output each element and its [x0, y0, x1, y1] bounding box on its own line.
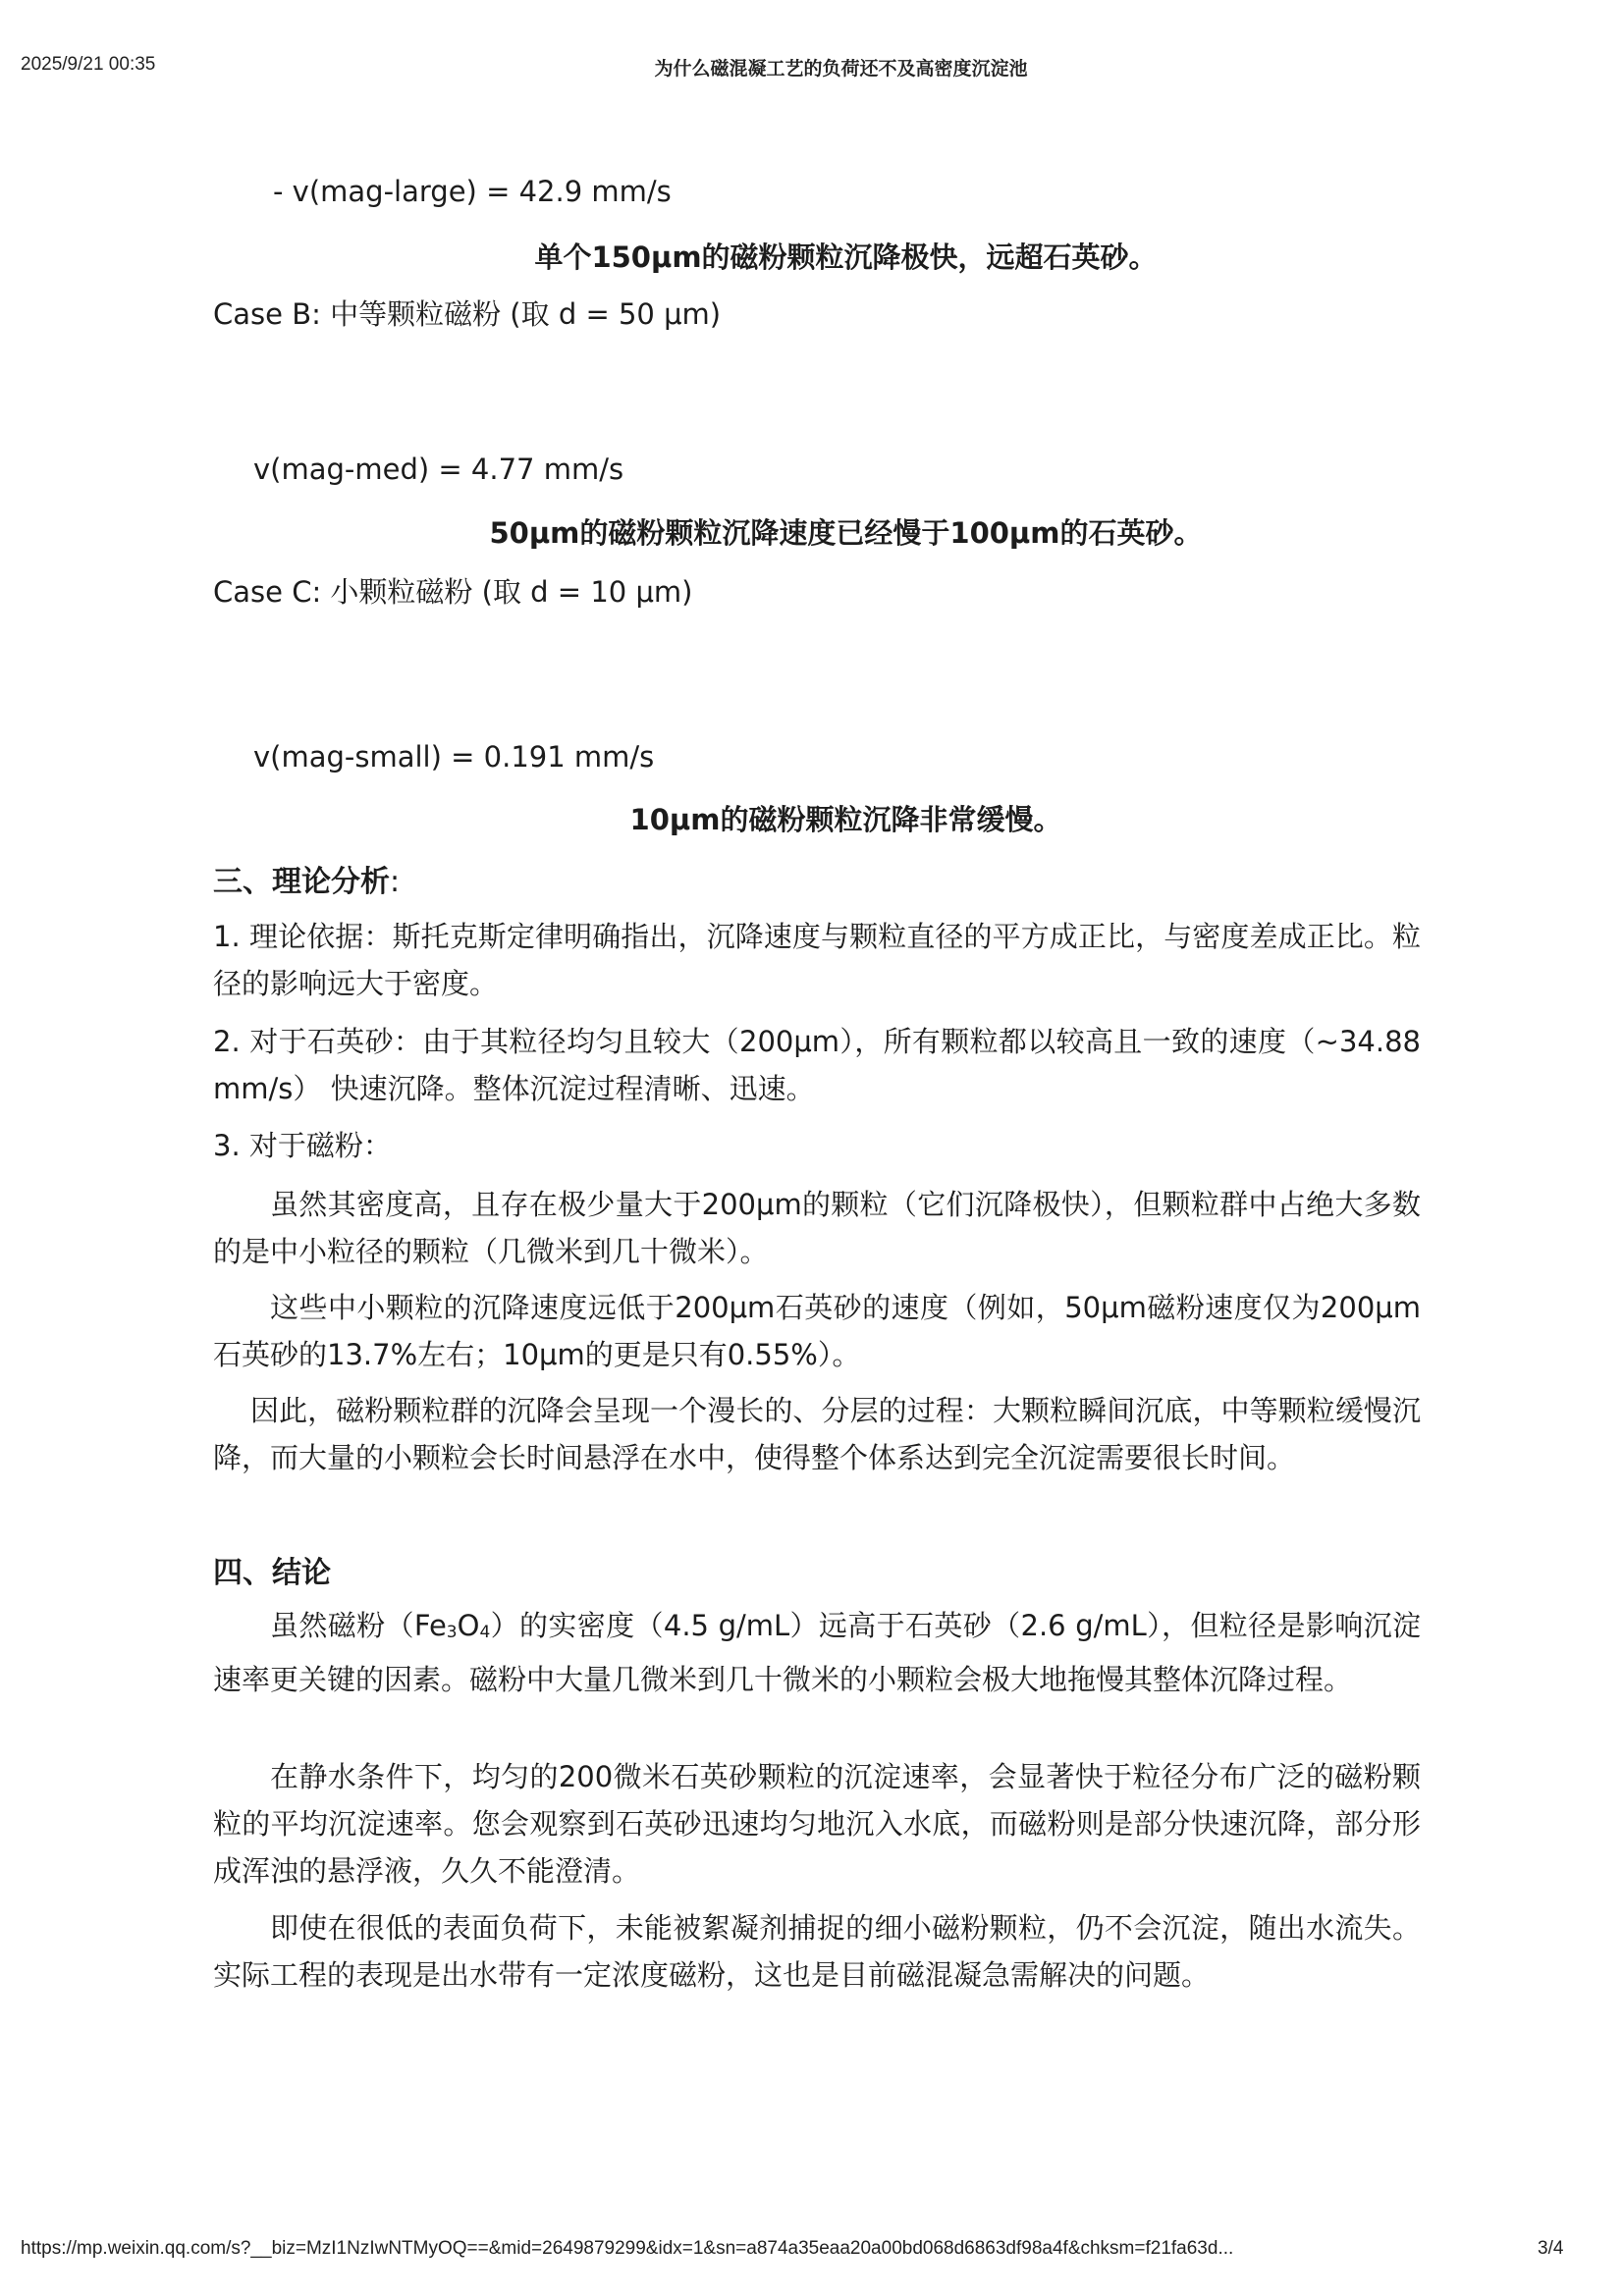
conclusion-para-1: [213, 1602, 1421, 1703]
page-number: 3/4: [1538, 2238, 1564, 2259]
analysis-item-3-para-3: 因此，磁粉颗粒群的沉降会呈现一个漫长的、分层的过程：大颗粒瞬间沉底，中等颗粒缓慢沉降，而大量的小颗粒会长时间悬浮在水中，使得整个体系达到完全沉淀需要很长时间。: [213, 1394, 1421, 1474]
analysis-item-1: 1. 理论依据：斯托克斯定律明确指出，沉降速度与颗粒直径的平方成正比，与密度差成正比。粒径的影响远大于密度。: [213, 920, 1421, 1000]
analysis-item-3-para-1: 虽然其密度高，且存在极少量大于200μm的颗粒（它们沉降极快），但颗粒群中占绝大多数的是中小粒径的颗粒（几微米到几十微米）。: [213, 1188, 1421, 1268]
formula-v-mag-small: v(mag-small) = 0.191 mm/s: [253, 740, 655, 774]
conclusion-text: O: [457, 1609, 480, 1642]
conclusion-text: 虽然磁粉（Fe: [270, 1609, 447, 1642]
section-3-colon: :: [390, 865, 401, 899]
note-small-particle: 10μm的磁粉颗粒沉降非常缓慢。: [629, 803, 1062, 836]
formula-v-mag-med: v(mag-med) = 4.77 mm/s: [253, 453, 624, 486]
subscript-3: 3: [446, 1623, 458, 1642]
section-4-heading: 四、结论: [213, 1556, 331, 1590]
subscript-4: 4: [479, 1623, 491, 1642]
analysis-item-3-para-2: 这些中小颗粒的沉降速度远低于200μm石英砂的速度（例如，50μm磁粉速度仅为200μm石英砂的13.7%左右；10μm的更是只有0.55%）。: [213, 1291, 1421, 1371]
source-url: https://mp.weixin.qq.com/s?__biz=MzI1NzIwNTMyOQ==&mid=2649879299&idx=1&sn=a874a35eaa20a00bd068d6863df98a4f&chksm=f21fa63d...: [21, 2238, 1234, 2259]
note-medium-particle: 50μm的磁粉颗粒沉降速度已经慢于100μm的石英砂。: [489, 516, 1203, 550]
print-datetime: 2025/9/21 00:35: [21, 54, 156, 75]
formula-v-mag-large: - v(mag-large) = 42.9 mm/s: [273, 175, 672, 208]
conclusion-para-2: 在静水条件下，均匀的200微米石英砂颗粒的沉淀速率，会显著快于粒径分布广泛的磁粉颗粒的平均沉淀速率。您会观察到石英砂迅速均匀地沉入水底，而磁粉则是部分快速沉降，部分形成浑浊的悬浮液，久久不能澄清。: [213, 1760, 1421, 1888]
conclusion-text: ）的实密度（4.5 g/mL）远高于石英砂（2.6 g/mL），但粒径是影响沉淀速率更关键的因素。磁粉中大量几微米到几十微米的小颗粒会极大地拖慢其整体沉降过程。: [213, 1609, 1421, 1696]
case-b-heading: Case B: 中等颗粒磁粉 (取 d = 50 μm): [213, 297, 722, 331]
section-3-title: 三、理论分析: [213, 865, 390, 899]
section-3-heading: [213, 857, 400, 900]
page-title: 为什么磁混凝工艺的负荷还不及高密度沉淀池: [654, 59, 1028, 80]
analysis-item-3: 3. 对于磁粉：: [213, 1129, 392, 1162]
note-large-particle: 单个150μm的磁粉颗粒沉降极快，远超石英砂。: [534, 240, 1158, 274]
case-c-heading: Case C: 小颗粒磁粉 (取 d = 10 μm): [213, 575, 693, 609]
analysis-item-2: 2. 对于石英砂：由于其粒径均匀且较大（200μm），所有颗粒都以较高且一致的速度（~34.88 mm/s） 快速沉降。整体沉淀过程清晰、迅速。: [213, 1025, 1421, 1105]
conclusion-para-3: 即使在很低的表面负荷下，未能被絮凝剂捕捉的细小磁粉颗粒，仍不会沉淀，随出水流失。实际工程的表现是出水带有一定浓度磁粉，这也是目前磁混凝急需解决的问题。: [213, 1911, 1421, 1992]
